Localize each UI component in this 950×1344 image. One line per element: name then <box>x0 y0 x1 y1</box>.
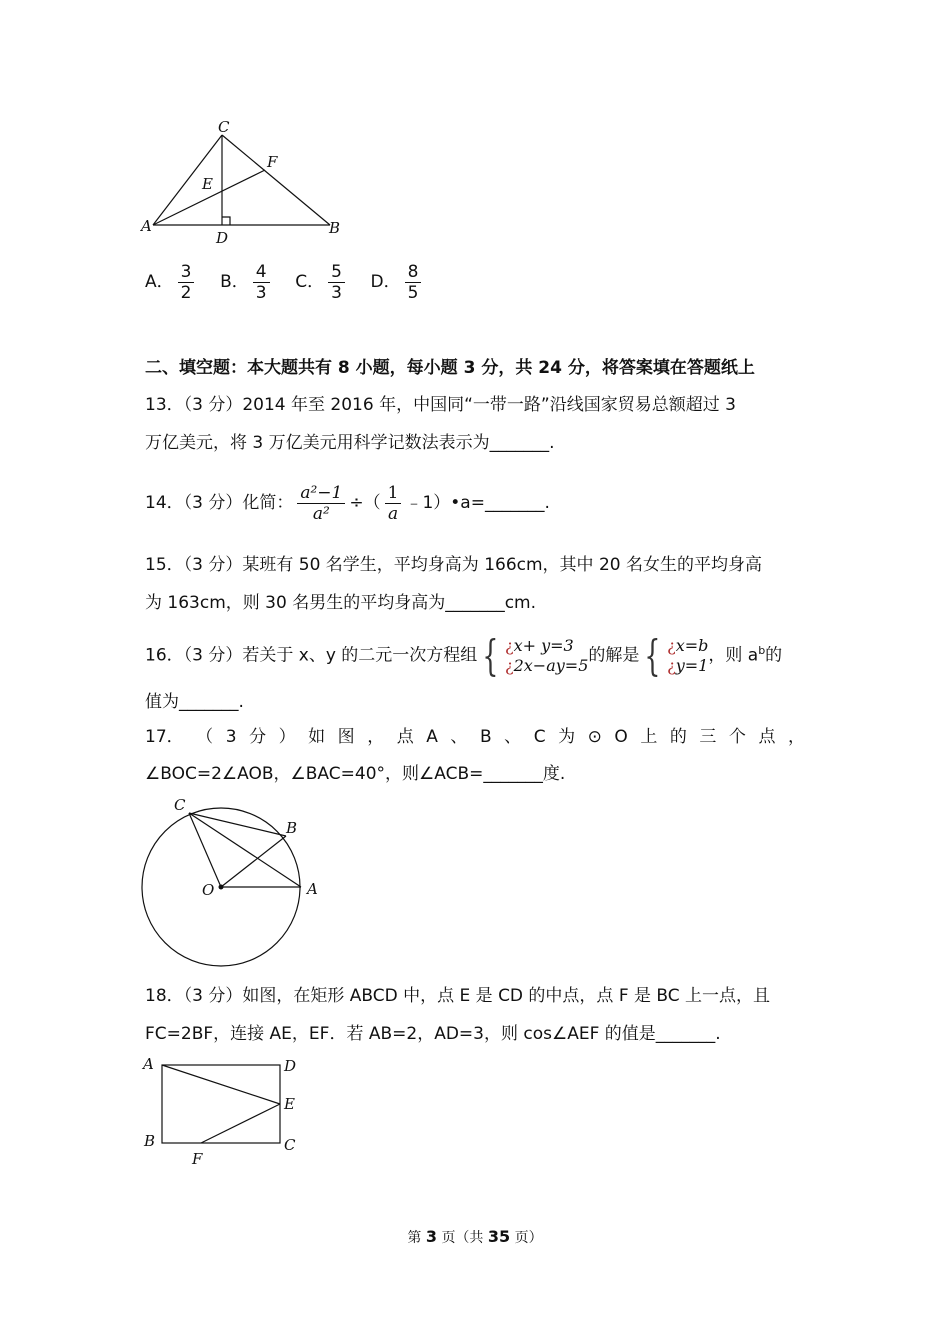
answer-choices <box>145 260 425 304</box>
q14 <box>145 478 550 528</box>
q17-token: 图 <box>337 727 355 747</box>
fig2-label-b: B <box>286 819 298 837</box>
q16-mark: ¿ <box>505 635 514 655</box>
q16-system2-eq2: y=1 <box>675 655 709 675</box>
q16-superscript: b <box>758 644 766 657</box>
fig3-label-c: C <box>284 1136 296 1154</box>
q14-frac2-denominator: a <box>387 503 399 524</box>
q17-token: 三 <box>699 727 717 747</box>
q14-suffix: ﹣1）•a=_______. <box>405 493 550 513</box>
fig2-label-c: C <box>174 796 186 814</box>
q16-suffix-a: ，则 a <box>708 645 759 666</box>
q17-token: 的 <box>669 727 687 747</box>
choice-a[interactable] <box>145 261 204 303</box>
choice-letter: B． <box>220 272 249 292</box>
q16-mid: 的解是 <box>588 645 640 666</box>
q17-token: 、 <box>450 727 468 747</box>
left-brace-icon: { <box>482 630 499 680</box>
choice-letter: A． <box>145 272 174 292</box>
q16-system2 <box>667 636 708 676</box>
q14-frac1-denominator: a² <box>312 503 330 524</box>
q16-suffix-b: 的 <box>765 645 783 666</box>
q16-mark: ¿ <box>667 635 676 655</box>
footer-page-number: 3 <box>425 1227 437 1246</box>
q13-line2: 万亿美元，将 3 万亿美元用科学记数法表示为_______. <box>145 433 555 453</box>
q16-mark: ¿ <box>667 655 676 675</box>
q17-line1 <box>145 725 805 749</box>
q16-system1-eq1: x+ y=3 <box>513 635 574 655</box>
choice-d[interactable] <box>370 261 426 303</box>
q16-mark: ¿ <box>505 655 514 675</box>
page-footer <box>0 1227 950 1247</box>
q17-token: 个 <box>728 727 746 747</box>
q15-line2: 为 163cm，则 30 名男生的平均身高为_______cm. <box>145 593 537 613</box>
q14-frac1-numerator: a²−1 <box>297 483 345 504</box>
q17-token: O <box>614 727 628 747</box>
choice-letter: D． <box>370 272 401 292</box>
q18-line1: 18．（3 分）如图，在矩形 ABCD 中，点 E 是 CD 的中点，点 F 是 BC 上一点，且 <box>145 986 771 1006</box>
fig1-label-f: F <box>267 153 278 171</box>
choice-denominator: 5 <box>407 282 419 303</box>
q16-system1-eq2: 2x−ay=5 <box>513 655 589 675</box>
q17-token: ， <box>367 727 385 747</box>
q17-token: 上 <box>640 727 658 747</box>
q14-divide: ÷（ <box>349 493 381 513</box>
q17-token: 、 <box>504 727 522 747</box>
center-point <box>219 885 224 890</box>
choice-denominator: 2 <box>180 282 192 303</box>
choice-b[interactable] <box>220 261 279 303</box>
choice-denominator: 3 <box>255 282 267 303</box>
q16-system2-eq1: x=b <box>675 635 709 655</box>
q17-token: A <box>426 727 438 747</box>
choice-numerator: 8 <box>405 262 422 283</box>
q17-token: 点 <box>396 727 414 747</box>
q17-token: 点 <box>758 727 776 747</box>
fig3-label-e: E <box>284 1095 295 1113</box>
q17-token: ， <box>787 727 805 747</box>
fig3-label-a: A <box>143 1055 154 1073</box>
choice-numerator: 3 <box>178 262 195 283</box>
q17-token: 为 <box>558 727 576 747</box>
fig1-label-d: D <box>216 229 229 247</box>
footer-pre: 第 <box>407 1230 422 1246</box>
choice-numerator: 4 <box>253 262 270 283</box>
fig1-label-a: A <box>141 217 152 235</box>
q14-frac2-numerator: 1 <box>385 483 402 504</box>
q17-token: ） <box>278 727 296 747</box>
choice-letter: C． <box>295 272 325 292</box>
choice-c[interactable] <box>295 261 354 303</box>
triangle-figure <box>140 115 350 250</box>
q17-token: （ <box>196 727 214 747</box>
q17-token: 分 <box>249 727 267 747</box>
q17-token: ⊙ <box>587 727 602 747</box>
q14-prefix: 14．（3 分）化简： <box>145 493 294 513</box>
choice-numerator: 5 <box>328 262 345 283</box>
q18-line2: FC=2BF，连接 AE，EF．若 AB=2，AD=3，则 cos∠AEF 的值是_______. <box>145 1024 721 1044</box>
q16-system1 <box>505 636 588 676</box>
q17-token: 3 <box>225 727 237 747</box>
q17-token: 如 <box>308 727 326 747</box>
q15-line1: 15．（3 分）某班有 50 名学生，平均身高为 166cm，其中 20 名女生的平均身高 <box>145 555 762 575</box>
q17-token: 17． <box>145 727 184 747</box>
q16-prefix: 16．（3 分）若关于 x、y 的二元一次方程组 <box>145 645 478 666</box>
choice-denominator: 3 <box>331 282 342 303</box>
q17-token: C <box>533 727 546 747</box>
q17-line2: ∠BOC=2∠AOB，∠BAC=40°，则∠ACB=_______度. <box>145 764 566 784</box>
footer-mid: 页（共 <box>441 1230 484 1246</box>
fig2-label-a: A <box>307 880 318 898</box>
fig3-label-b: B <box>144 1132 156 1150</box>
fig2-label-o: O <box>202 881 215 899</box>
q16-line1 <box>145 628 782 679</box>
fig1-label-b: B <box>329 219 341 237</box>
fig1-label-c: C <box>218 118 230 136</box>
q17-token: B <box>479 727 492 747</box>
fig3-label-d: D <box>284 1057 297 1075</box>
fig3-label-f: F <box>192 1150 203 1168</box>
q13-line1: 13．（3 分）2014 年至 2016 年，中国同“一带一路”沿线国家贸易总额超过 3 <box>145 395 736 415</box>
rectangle-figure <box>140 1052 310 1170</box>
q16-line2: 值为_______. <box>145 692 244 712</box>
footer-total-pages: 35 <box>487 1227 511 1246</box>
circle-figure <box>138 792 328 972</box>
section-header: 二、填空题：本大题共有 8 小题，每小题 3 分，共 24 分，将答案填在答题纸上 <box>145 358 755 378</box>
fig1-label-e: E <box>202 175 213 193</box>
left-brace-icon: { <box>644 630 661 680</box>
footer-post: 页） <box>514 1230 543 1246</box>
